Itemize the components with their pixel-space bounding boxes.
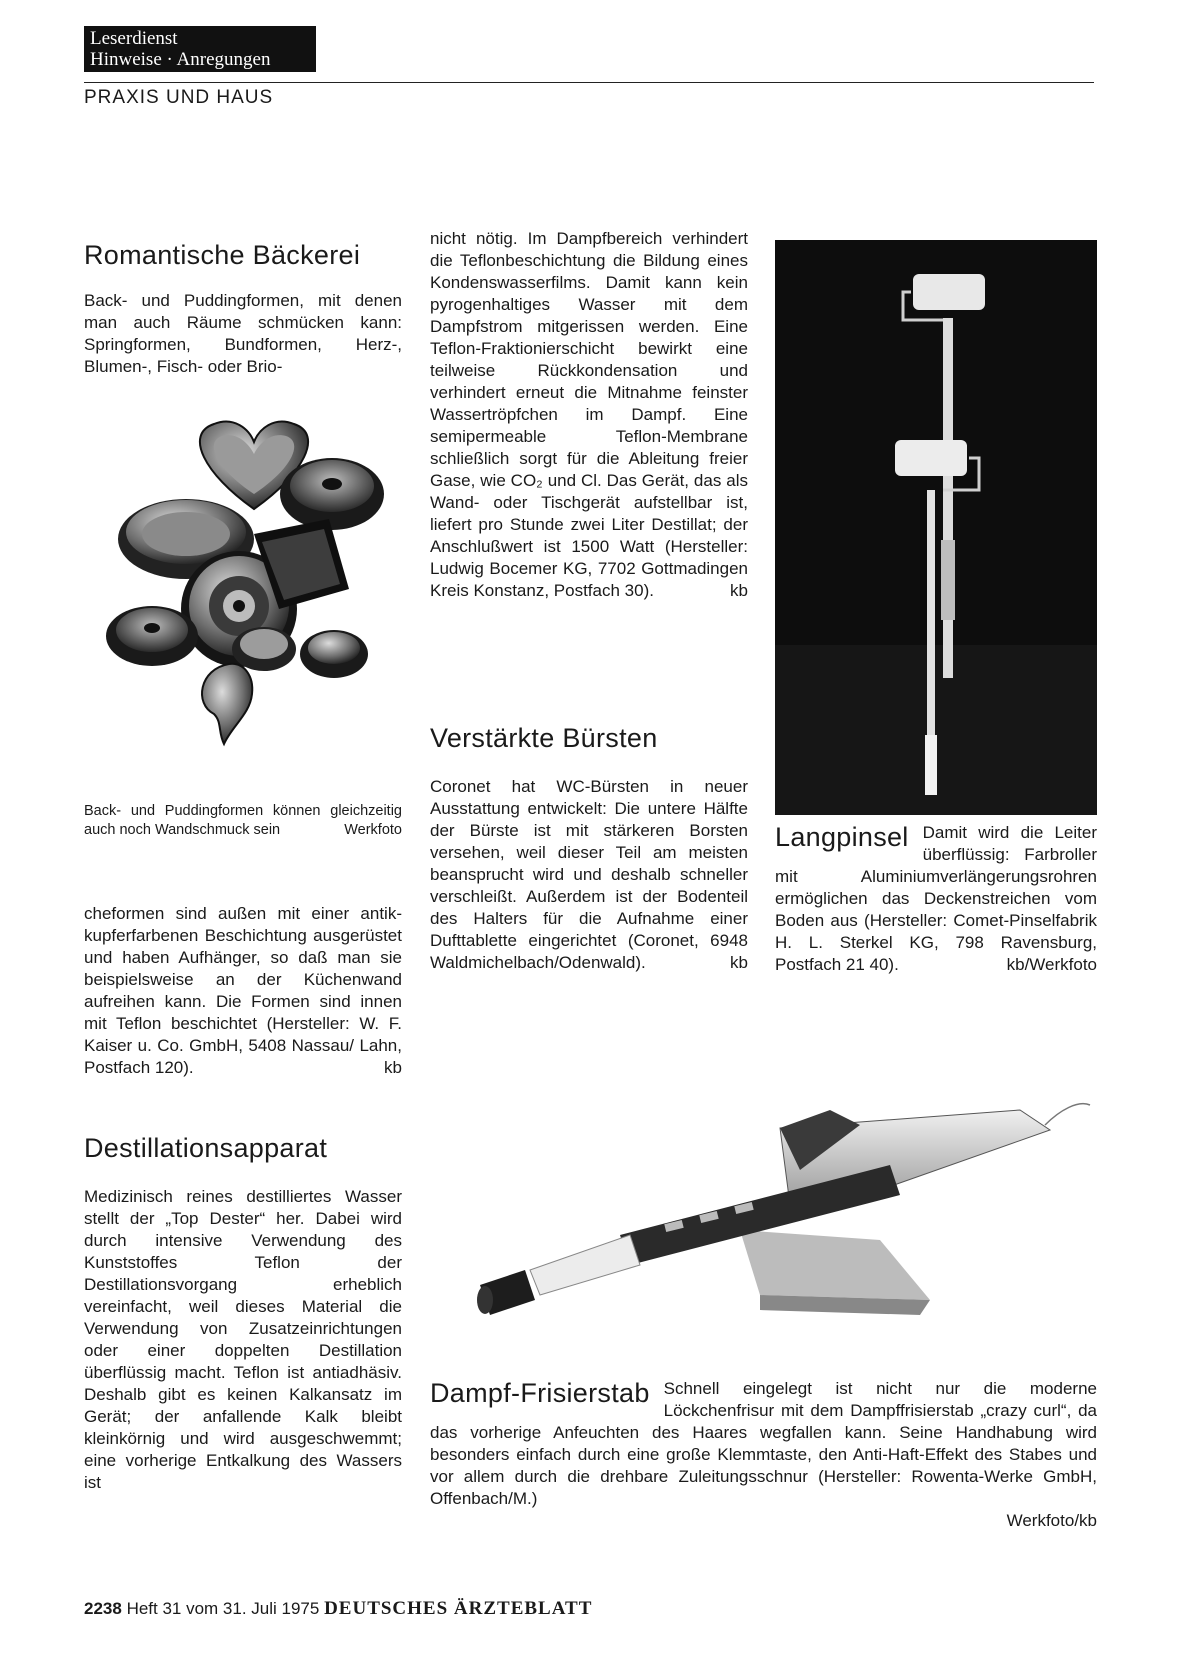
author-sign: kb (730, 953, 748, 972)
article-body-text: Schnell eingelegt ist nicht nur die moderne Löckchenfrisur mit dem Dampffrisierstab „crazy curl“, da das vorherige Anfeuchten des Haares wegfallen kann. Seine Handhabung wird besonders einfach durch eine große Klemmtaste, den Anti-Haft-Effekt des Stabes und vor allem durch die drehbare Zuleitungsschnur (Hersteller: Rowenta-Werke GmbH, Offenbach/M.) (430, 1379, 1097, 1508)
department-label (84, 26, 316, 72)
issue-info: Heft 31 vom 31. Juli 1975 (126, 1599, 320, 1618)
photo-caption-baeckerei (84, 802, 402, 840)
paint-roller-photo (775, 240, 1097, 815)
article-body-text: Coronet hat WC-Bürsten in neuer Ausstattung entwickelt: Die untere Hälfte der Bürste ist mit stärkeren Borsten versehen, weil dieser Teil am meisten beansprucht wird und deshalb schneller verschleißt. Außerdem ist der Bodenteil des Halters für die Aufnahme einer Dufttablette eingerichtet (Coronet, 6948 Waldmichelbach/Odenwald). (430, 777, 748, 972)
caption-credit: Werkfoto (344, 822, 402, 838)
article-intro-baeckerei: Back- und Puddingformen, mit denen man auch Räume schmücken kann: Springformen, Bundformen, Herz-, Blumen-, Fisch- oder Brio- (84, 291, 402, 376)
article-title-frisierstab: Dampf-Frisierstab (430, 1378, 650, 1408)
department-label-line2: Hinweise · Anregungen (90, 49, 271, 70)
article-body-buersten (430, 776, 748, 974)
author-sign: kb/Werkfoto (1006, 955, 1097, 974)
section-title: PRAXIS UND HAUS (84, 87, 274, 108)
author-sign: Werkfoto/kb (1006, 1511, 1097, 1530)
article-body-text: Damit wird die Leiter überflüssig: Farbroller mit Aluminiumverlängerungsrohren ermöglichen das Deckenstreichen vom Boden aus (Hersteller: Comet-Pinselfabrik H. L. Sterkel KG, 798 Ravensburg, Postfach 21 40). (775, 823, 1097, 974)
article-frisierstab (430, 1378, 1097, 1532)
author-sign: kb (384, 1058, 402, 1077)
author-sign: kb (730, 581, 748, 600)
article-body-destillation: Medizinisch reines destilliertes Wasser stellt der „Top Dester“ her. Dabei wird durch intensive Verwendung des Kunststoffes Teflon der Destillationsvorgang erheblich vereinfacht, weil dieses Material die Verwendung von Zusatzeinrichtungen oder einer doppelten Destillation überflüssig macht. Teflon ist antiadhäsiv. Deshalb gibt es keinen Kalkansatz im Gerät; der anfallende Kalk bleibt kleinkörnig und wird ausgeschwemmt; eine vorherige Entkalkung des Wassers ist (84, 1187, 402, 1492)
article-body-baeckerei (84, 903, 402, 1079)
article-title-baeckerei: Romantische Bäckerei (84, 240, 361, 270)
article-langpinsel (775, 822, 1097, 976)
department-label-line1: Leserdienst (90, 28, 178, 49)
page-footer (84, 1598, 592, 1620)
baking-forms-photo (104, 414, 404, 774)
page-number: 2238 (84, 1599, 122, 1618)
magazine-name: DEUTSCHES ÄRZTEBLATT (324, 1598, 593, 1619)
caption-text: Back- und Puddingformen können gleichzeitig auch noch Wandschmuck sein (84, 803, 402, 838)
article-title-langpinsel: Langpinsel (775, 822, 909, 852)
article-title-buersten: Verstärkte Bürsten (430, 723, 658, 753)
article-body-text: cheformen sind außen mit einer antik-kupferfarbenen Beschichtung ausgerüstet und haben Aufhänger, so daß man sie beispielsweise an der Küchenwand aufreihen kann. Die Formen sind innen mit Teflon beschichtet (Hersteller: W. F. Kaiser u. Co. GmbH, 5408 Nassau/ Lahn, Postfach 120). (84, 904, 402, 1077)
article-continuation-destillation (430, 228, 748, 602)
continuation-text: nicht nötig. Im Dampfbereich verhindert die Teflonbeschichtung die Bildung eines Kondenswasserfilms. Damit kann kein pyrogenhaltiges Wasser mit dem Dampfstrom mitgerissen werden. Eine Teflon-Fraktionierschicht bewirkt eine teilweise Rückkondensation und verhindert erneut die Mitnahme feinster Wassertröpfchen im Dampf. Eine semipermeable Teflon-Membrane schließlich sorgt für die Ableitung freier Gase, wie CO₂ und Cl. Das Gerät, das als Wand- oder Tischgerät aufstellbar ist, liefert pro Stunde zwei Liter Destillat; der Anschlußwert ist 1500 Watt (Hersteller: Ludwig Bocemer KG, 7702 Gottmadingen Kreis Konstanz, Postfach 30). (430, 229, 748, 600)
curling-iron-photo (460, 1090, 1100, 1350)
header-rule (84, 82, 1094, 83)
article-title-destillation: Destillationsapparat (84, 1133, 328, 1163)
